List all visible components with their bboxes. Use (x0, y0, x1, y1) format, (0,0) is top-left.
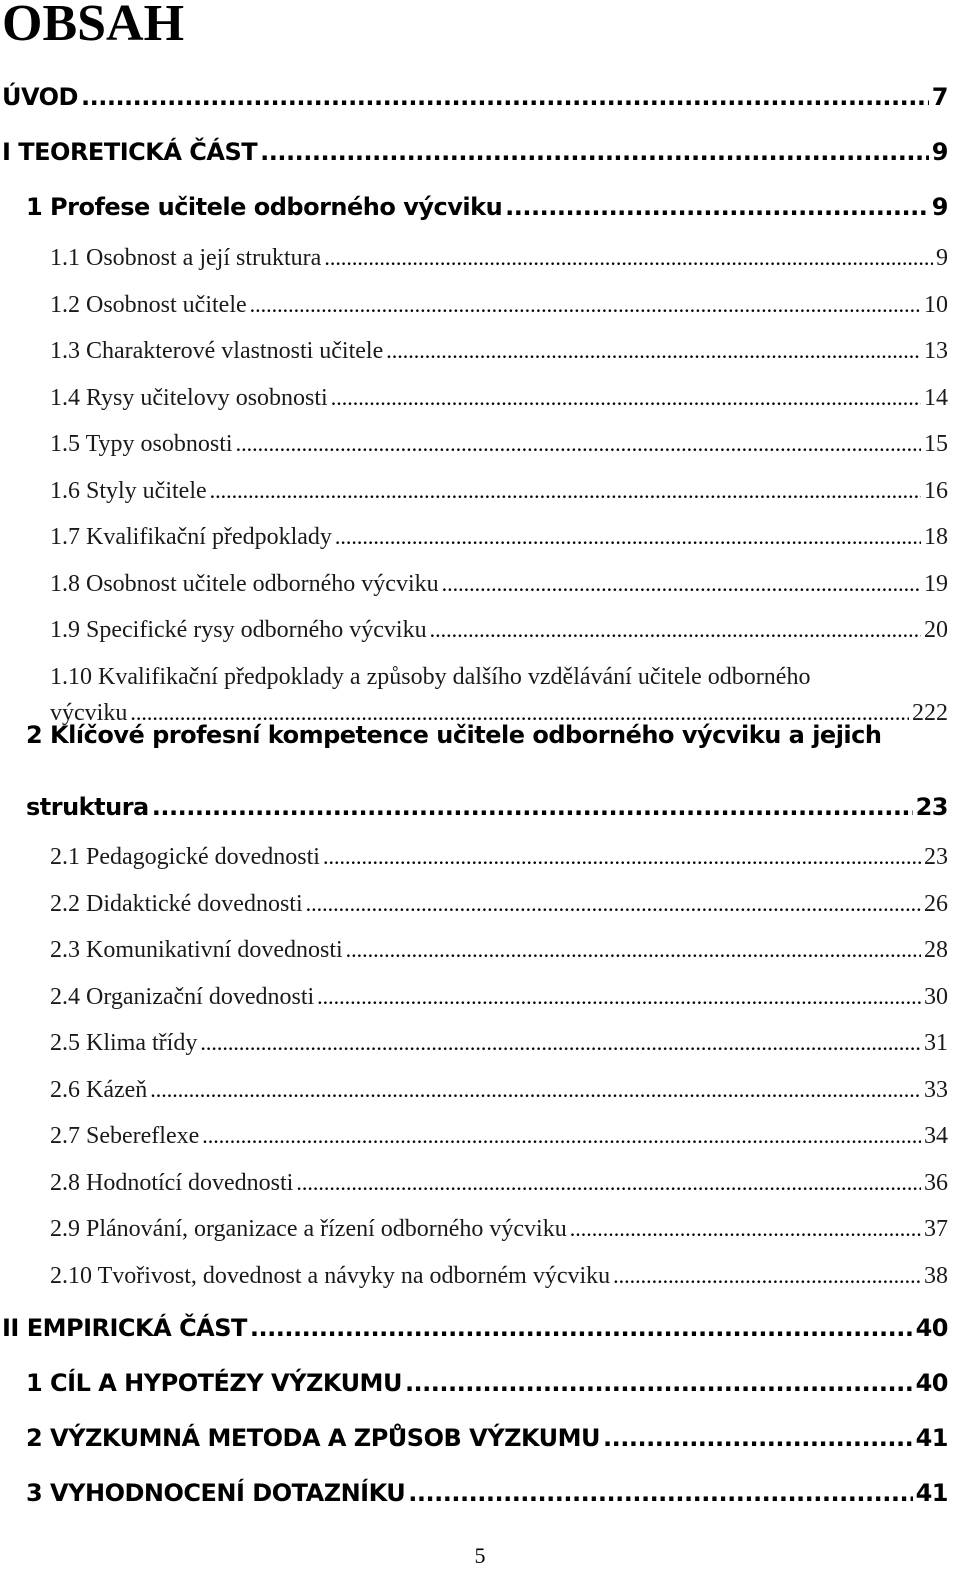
toc-leader-dots (260, 138, 929, 166)
toc-entry-wrapped-line[interactable]: 1.10 Kvalifikační předpoklady a způsoby dalšího vzdělávání učitele odborného (50, 664, 811, 690)
toc-entry-page: 15 (924, 431, 948, 457)
toc-entry-page: 9 (931, 193, 948, 221)
toc-entry[interactable] (50, 1170, 948, 1197)
toc-leader-dots (200, 1030, 921, 1056)
toc-entry-page: 18 (924, 524, 948, 550)
toc-entry[interactable] (50, 292, 948, 319)
toc-entry-page: 41 (915, 1479, 948, 1507)
toc-leader-dots (324, 245, 933, 271)
toc-leader-dots (335, 524, 921, 550)
toc-leader-dots (150, 1077, 921, 1103)
toc-entry-label: 1.3 Charakterové vlastnosti učitele (50, 338, 384, 364)
toc-leader-dots (346, 937, 921, 963)
toc-entry-label: 2.7 Sebereflexe (50, 1123, 200, 1149)
toc-entry-page: 28 (924, 937, 948, 963)
toc-entry[interactable] (50, 937, 948, 964)
toc-entry-page: 9 (936, 245, 948, 271)
toc-entry-label: 2.6 Kázeň (50, 1077, 148, 1103)
toc-leader-dots (408, 1479, 912, 1507)
page-number: 5 (474, 1543, 486, 1568)
toc-entry[interactable] (2, 1314, 948, 1342)
toc-entry-label: 2.5 Klima třídy (50, 1030, 198, 1056)
toc-entry-label: 1.4 Rysy učitelovy osobnosti (50, 385, 328, 411)
toc-entry[interactable] (50, 844, 948, 871)
toc-entry[interactable] (26, 1369, 948, 1397)
toc-entry-page: 23 (924, 844, 948, 870)
toc-entry[interactable] (50, 524, 948, 551)
toc-entry-page: 40 (915, 1369, 948, 1397)
toc-entry[interactable] (26, 1424, 948, 1452)
toc-entry-page: 14 (924, 385, 948, 411)
toc-entry-label: ÚVOD (2, 83, 78, 111)
toc-entry-page: 40 (915, 1314, 948, 1342)
toc-entry-page: 20 (924, 617, 948, 643)
toc-leader-dots (442, 571, 921, 597)
toc-leader-dots (306, 891, 921, 917)
toc-entry-label: 2.4 Organizační dovednosti (50, 984, 315, 1010)
toc-entry-page: 9 (931, 138, 948, 166)
toc-leader-dots (250, 1314, 913, 1342)
toc-entry-page: 26 (924, 891, 948, 917)
toc-entry-page: 34 (924, 1123, 948, 1149)
toc-leader-dots (210, 478, 921, 504)
toc-entry-label: 1.7 Kvalifikační předpoklady (50, 524, 332, 550)
toc-entry-page: 37 (924, 1216, 948, 1242)
toc-entry[interactable] (2, 83, 948, 111)
toc-entry-page: 23 (915, 793, 948, 821)
toc-entry-page: 36 (924, 1170, 948, 1196)
toc-entry-page: 7 (931, 83, 948, 111)
toc-leader-dots (323, 844, 921, 870)
toc-entry-page: 41 (915, 1424, 948, 1452)
toc-entry-page: 222 (912, 700, 948, 726)
toc-entry-page: 38 (924, 1263, 948, 1289)
toc-leader-dots (250, 292, 921, 318)
toc-entry-label: 1.2 Osobnost učitele (50, 292, 247, 318)
toc-leader-dots (296, 1170, 921, 1196)
toc-entry-wrapped-line[interactable]: 2 Klíčové profesní kompetence učitele odborného výcviku a jejich (26, 721, 882, 749)
toc-entry-label: 2.10 Tvořivost, dovednost a návyky na odborném výcviku (50, 1263, 611, 1289)
toc-entry-label: 3 VYHODNOCENÍ DOTAZNÍKU (26, 1479, 406, 1507)
toc-entry[interactable] (50, 1216, 948, 1243)
toc-entry[interactable] (50, 1030, 948, 1057)
toc-entry[interactable] (50, 338, 948, 365)
toc-leader-dots (613, 1263, 921, 1289)
toc-leader-dots (202, 1123, 921, 1149)
toc-leader-dots (505, 193, 929, 221)
toc-leader-dots (81, 83, 929, 111)
toc-entry-label: 2.1 Pedagogické dovednosti (50, 844, 320, 870)
toc-entry-page: 33 (924, 1077, 948, 1103)
toc-entry-label: 2.3 Komunikativní dovednosti (50, 937, 343, 963)
toc-entry-label: výcviku (50, 700, 128, 726)
toc-leader-dots (386, 338, 921, 364)
toc-entry[interactable] (50, 431, 948, 458)
toc-leader-dots (405, 1369, 913, 1397)
toc-entry[interactable] (2, 138, 948, 166)
toc-entry[interactable] (50, 245, 948, 272)
toc-leader-dots (603, 1424, 913, 1452)
toc-entry-label: 2.9 Plánování, organizace a řízení odborného výcviku (50, 1216, 567, 1242)
toc-entry-page: 16 (924, 478, 948, 504)
toc-entry-label: 2.2 Didaktické dovednosti (50, 891, 303, 917)
toc-entry-page: 31 (924, 1030, 948, 1056)
toc-entry-label: struktura (26, 793, 149, 821)
toc-entry-label: 1.6 Styly učitele (50, 478, 207, 504)
toc-entry-page: 13 (924, 338, 948, 364)
toc-entry[interactable] (50, 1263, 948, 1290)
toc-entry-label: 1 CÍL A HYPOTÉZY VÝZKUMU (26, 1369, 402, 1397)
toc-entry-label: 1.8 Osobnost učitele odborného výcviku (50, 571, 439, 597)
toc-entry[interactable] (50, 617, 948, 644)
toc-entry-label: 1.9 Specifické rysy odborného výcviku (50, 617, 427, 643)
toc-entry[interactable] (50, 385, 948, 412)
toc-entry-label: 2.8 Hodnotící dovednosti (50, 1170, 294, 1196)
toc-entry-label: 1.5 Typy osobnosti (50, 431, 233, 457)
toc-entry[interactable] (50, 984, 948, 1011)
toc-leader-dots (430, 617, 921, 643)
toc-leader-dots (152, 793, 913, 821)
toc-entry-label: 1 Profese učitele odborného výcviku (26, 193, 503, 221)
toc-leader-dots (570, 1216, 921, 1242)
toc-leader-dots (331, 385, 921, 411)
toc-leader-dots (317, 984, 921, 1010)
page-title: OBSAH (2, 0, 185, 52)
toc-entry[interactable] (50, 1077, 948, 1104)
toc-entry-label: 2 VÝZKUMNÁ METODA A ZPŮSOB VÝZKUMU (26, 1424, 601, 1452)
toc-entry-label: I TEORETICKÁ ČÁST (2, 138, 258, 166)
toc-entry[interactable] (50, 891, 948, 918)
toc-entry[interactable] (26, 1479, 948, 1507)
toc-entry[interactable] (26, 793, 948, 821)
toc-leader-dots (236, 431, 921, 457)
toc-entry[interactable] (26, 193, 948, 221)
toc-entry[interactable] (50, 571, 948, 598)
toc-entry-page: 30 (924, 984, 948, 1010)
toc-entry[interactable] (50, 1123, 948, 1150)
toc-entry-page: 10 (924, 292, 948, 318)
toc-entry-page: 19 (924, 571, 948, 597)
toc-entry-label: II EMPIRICKÁ ČÁST (2, 1314, 247, 1342)
toc-entry-label: 1.1 Osobnost a její struktura (50, 245, 322, 271)
toc-entry[interactable] (50, 478, 948, 505)
